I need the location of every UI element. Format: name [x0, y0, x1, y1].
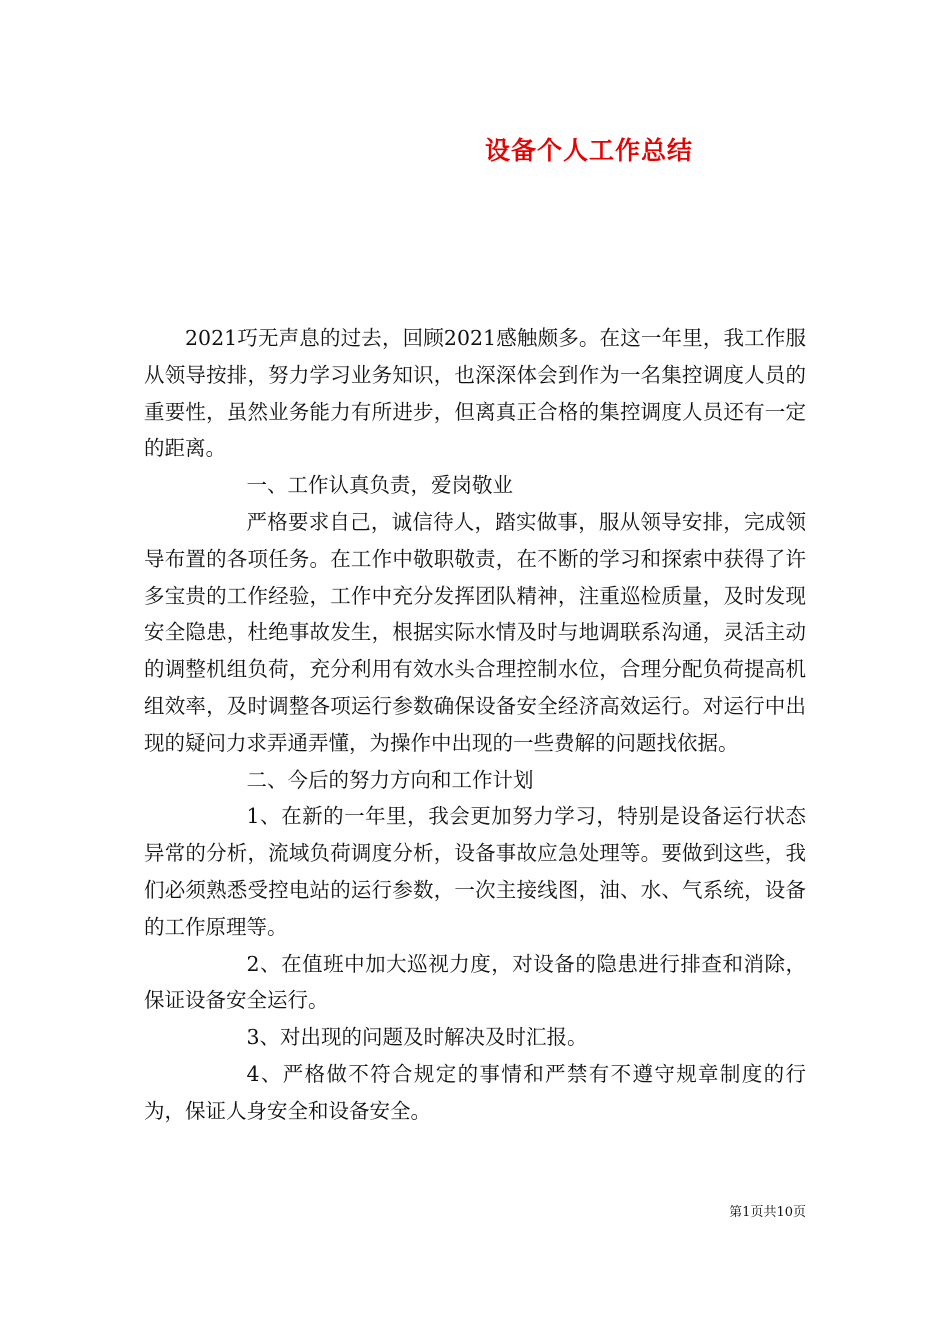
plan-item-4: 4、严格做不符合规定的事情和严禁有不遵守规章制度的行为，保证人身安全和设备安全。	[144, 1061, 806, 1123]
section-heading-1: 一、工作认真负责，爱岗敬业	[246, 473, 513, 498]
intro-paragraph: 2021巧无声息的过去，回顾2021感触颇多。在这一年里，我工作服从领导按排，努力学习业务知识，也深深体会到作为一名集控调度人员的重要性，虽然业务能力有所进步，但离真正合格的集控调度人员还有一定的距离。	[144, 326, 806, 461]
section-1-paragraph: 严格要求自己，诚信待人，踏实做事，服从领导安排，完成领导布置的各项任务。在工作中敬职敬责，在不断的学习和探索中获得了许多宝贵的工作经验，工作中充分发挥团队精神，注重巡检质量，及时发现安全隐患，杜绝事故发生，根据实际水情及时与地调联系沟通，灵活主动的调整机组负荷，充分利用有效水头合理控制水位，合理分配负荷提高机组效率，及时调整各项运行参数确保设备安全经济高效运行。对运行中出现的疑问力求弄通弄懂，为操作中出现的一些费解的问题找依据。	[144, 509, 806, 755]
plan-item-3: 3、对出现的问题及时解决及时汇报。	[246, 1025, 588, 1050]
section-heading-2: 二、今后的努力方向和工作计划	[246, 767, 534, 792]
plan-item-1: 1、在新的一年里，我会更加努力学习，特别是设备运行状态异常的分析，流域负荷调度分析，设备事故应急处理等。要做到这些，我们必须熟悉受控电站的运行参数，一次主接线图，油、水、气系统，设备的工作原理等。	[144, 804, 806, 939]
plan-item-2: 2、在值班中加大巡视力度，对设备的隐患进行排查和消除，保证设备安全运行。	[144, 951, 806, 1013]
document-body	[144, 320, 806, 1130]
page-title: 设备个人工作总结	[484, 136, 693, 165]
page-number-footer: 第1页共10页	[729, 1205, 806, 1220]
